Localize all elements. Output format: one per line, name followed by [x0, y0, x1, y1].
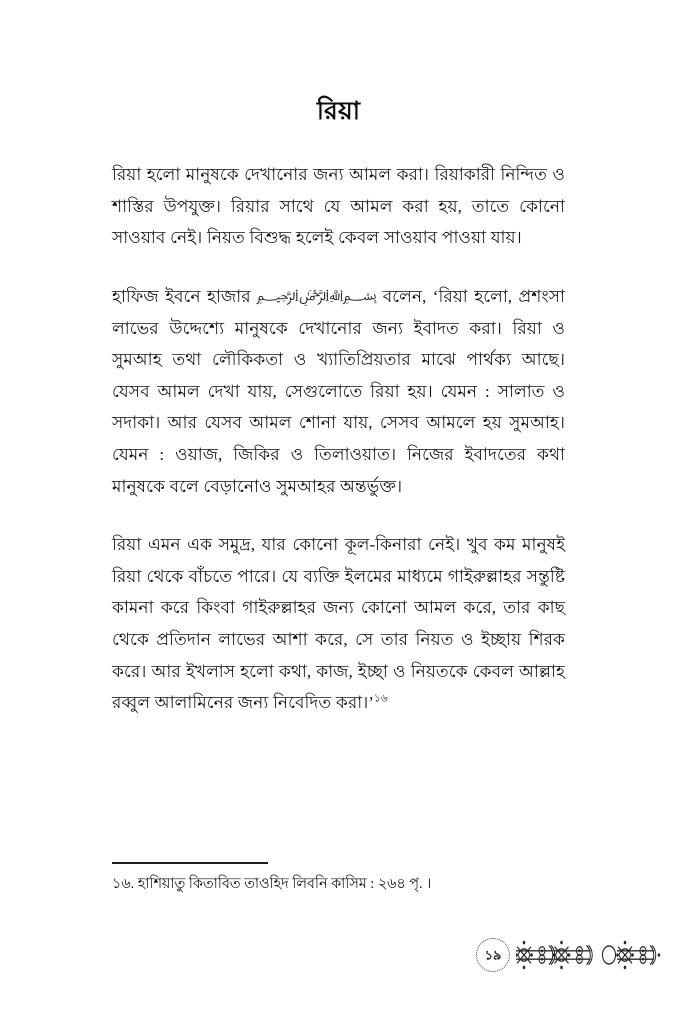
paragraph-riya-as-boundless-sea — [112, 529, 565, 719]
footnote-separator-rule — [112, 862, 268, 864]
footnote-area — [112, 862, 565, 895]
paragraph-ibn-hajar-quote — [112, 281, 565, 502]
page-content — [112, 96, 565, 719]
paragraph-definition-of-riya: রিয়া হলো মানুষকে দেখানোর জন্য আমল করা। রিয়াকারী নিন্দিত ও শাস্তির উপযুক্ত। রিয়ার সাথে যে আমল করা হয়, তাতে কোনো সাওয়াব নেই। নিয়ত বিশুদ্ধ হলেই কেবল সাওয়াব পাওয়া যায়। — [112, 165, 565, 248]
quote-body-text: বলেন, ‘রিয়া হলো, প্রশংসা লাভের উদ্দেশ্যে মানুষকে দেখানোর জন্য ইবাদত করা। রিয়া ও সুমআহ তথা লৌকিকতা ও খ্যাতিপ্রিয়তার মাঝে পার্থক্য আছে। যেসব আমল দেখা যায়, সেগুলোতে রিয়া হয়। যেমন : সালাত ও সদাকা। আর যেসব আমল শোনা যায়, সেসব আমলে হয় সুমআহ। যেমন : ওয়াজ, জিকির ও তিলাওয়াত। নিজের ইবাদতের কথা মানুষকে বলে বেড়ানোও সুমআহর অন্তর্ভুক্ত। — [112, 287, 565, 496]
quote-attribution-prefix: হাফিজ ইবনে হাজার — [112, 287, 258, 307]
page-footer — [476, 932, 666, 978]
footnote-entry: ১৬. হাশিয়াতু কিতাবিত তাওহিদ লিবনি কাসিম : ২৬৪ পৃ. । — [112, 876, 432, 892]
footnote-reference-marker: ১৬ — [374, 693, 388, 705]
page-title: রিয়া — [316, 98, 361, 125]
page-number-value: ১৯ — [484, 947, 502, 962]
paragraph-main-text: রিয়া এমন এক সমুদ্র, যার কোনো কূল-কিনারা নেই। খুব কম মানুষই রিয়া থেকে বাঁচতে পারে। যে ব্যক্তি ইলমের মাধ্যমে গাইরুল্লাহর সন্তুষ্টি কামনা করে কিংবা গাইরুল্লাহর জন্য কোনো আমল করে, তার কাছ থেকে প্রতিদান লাভের আশা করে, সে তার নিয়ত ও ইচ্ছায় শিরক করে। আর ইখলাস হলো কথা, কাজ, ইচ্ছা ও নিয়তকে কেবল আল্লাহ রব্বুল আলামিনের জন্য নিবেদিত করা।’ — [112, 535, 565, 713]
rahimahullah-ornament-icon: ﷽ — [256, 288, 378, 305]
arabesque-ornament-icon — [516, 937, 666, 973]
page-number-badge — [476, 938, 510, 972]
